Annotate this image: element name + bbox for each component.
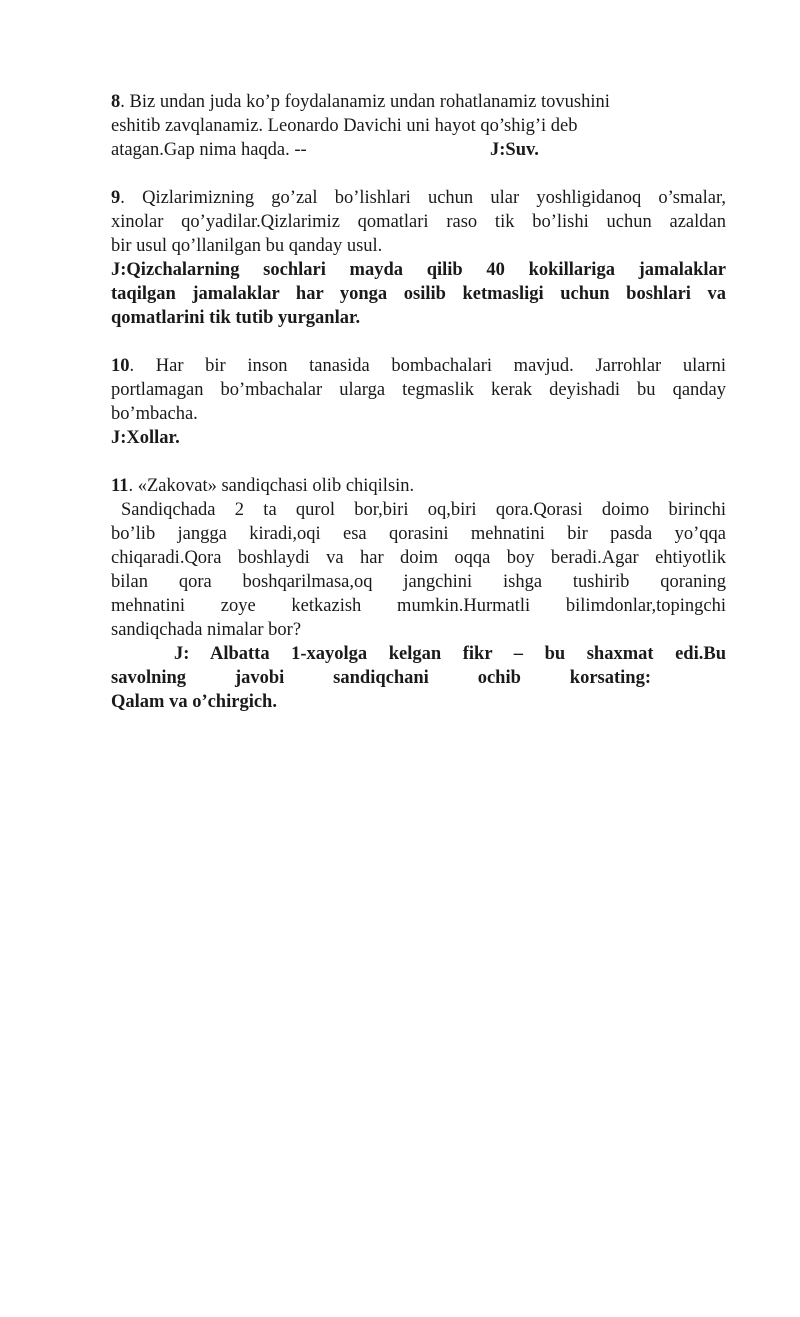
question-line: bir usul qo’llanilgan bu qanday usul. (111, 236, 383, 256)
question-line (111, 90, 726, 114)
question-8 (111, 90, 726, 162)
question-number: 8 (111, 92, 121, 112)
question-line (111, 138, 726, 162)
question-number: 11 (111, 476, 129, 496)
answer-line: J:Qizchalarning sochlari mayda qilib 40 kokillariga jamalaklar (111, 260, 726, 280)
answer-line: taqilgan jamalaklar har yonga osilib ketmasligi uchun boshlari va (111, 284, 726, 304)
question-line: eshitib zavqlanamiz. Leonardo Davichi uni hayot qo’shig’i deb (111, 116, 578, 136)
question-11 (111, 474, 726, 714)
question-line: chiqaradi.Qora boshlaydi va har doim oqqa boy beradi.Agar ehtiyotlik (111, 548, 726, 568)
question-number: 9 (111, 188, 121, 208)
answer-text: J:Suv. (490, 140, 539, 160)
question-text: atagan.Gap nima haqda. -- (111, 140, 307, 160)
document-page (111, 90, 726, 738)
question-line: Sandiqchada 2 ta qurol bor,biri oq,biri qora.Qorasi doimo birinchi (121, 500, 726, 520)
question-line: portlamagan bo’mbachalar ularga tegmaslik kerak deyishadi bu qanday (111, 380, 726, 400)
answer-line: qomatlarini tik tutib yurganlar. (111, 308, 361, 328)
question-line: bo’lib jangga kiradi,oqi esa qorasini mehnatini bir pasda yo’qqa (111, 524, 726, 544)
question-line: bo’mbacha. (111, 404, 198, 424)
question-line (111, 186, 726, 210)
question-text: . Har bir inson tanasida bombachalari mavjud. Jarrohlar ularni (129, 356, 726, 376)
question-line: sandiqchada nimalar bor? (111, 620, 302, 640)
answer-line: J: Albatta 1-xayolga kelgan fikr – bu shaxmat edi.Bu (174, 644, 726, 664)
answer-line: Qalam va o’chirgich. (111, 692, 277, 712)
question-text: . Biz undan juda ko’p foydalanamiz undan rohatlanamiz tovushini (120, 92, 610, 112)
question-line: mehnatini zoye ketkazish mumkin.Hurmatli bilimdonlar,topingchi (111, 596, 726, 616)
question-9 (111, 186, 726, 330)
answer-line: savolning javobi sandiqchani ochib korsating: (111, 668, 651, 688)
question-line: bilan qora boshqarilmasa,oq jangchini ishga tushirib qoraning (111, 572, 726, 592)
question-text: . «Zakovat» sandiqchasi olib chiqilsin. (128, 476, 415, 496)
question-number: 10 (111, 356, 130, 376)
question-line: xinolar qo’yadilar.Qizlarimiz qomatlari raso tik bo’lishi uchun azaldan (111, 212, 726, 232)
question-text: . Qizlarimizning go’zal bo’lishlari uchun ular yoshligidanoq o’smalar, (120, 188, 726, 208)
question-line (111, 474, 726, 498)
question-10 (111, 354, 726, 450)
answer-text: J:Xollar. (111, 428, 180, 448)
question-line (111, 354, 726, 378)
